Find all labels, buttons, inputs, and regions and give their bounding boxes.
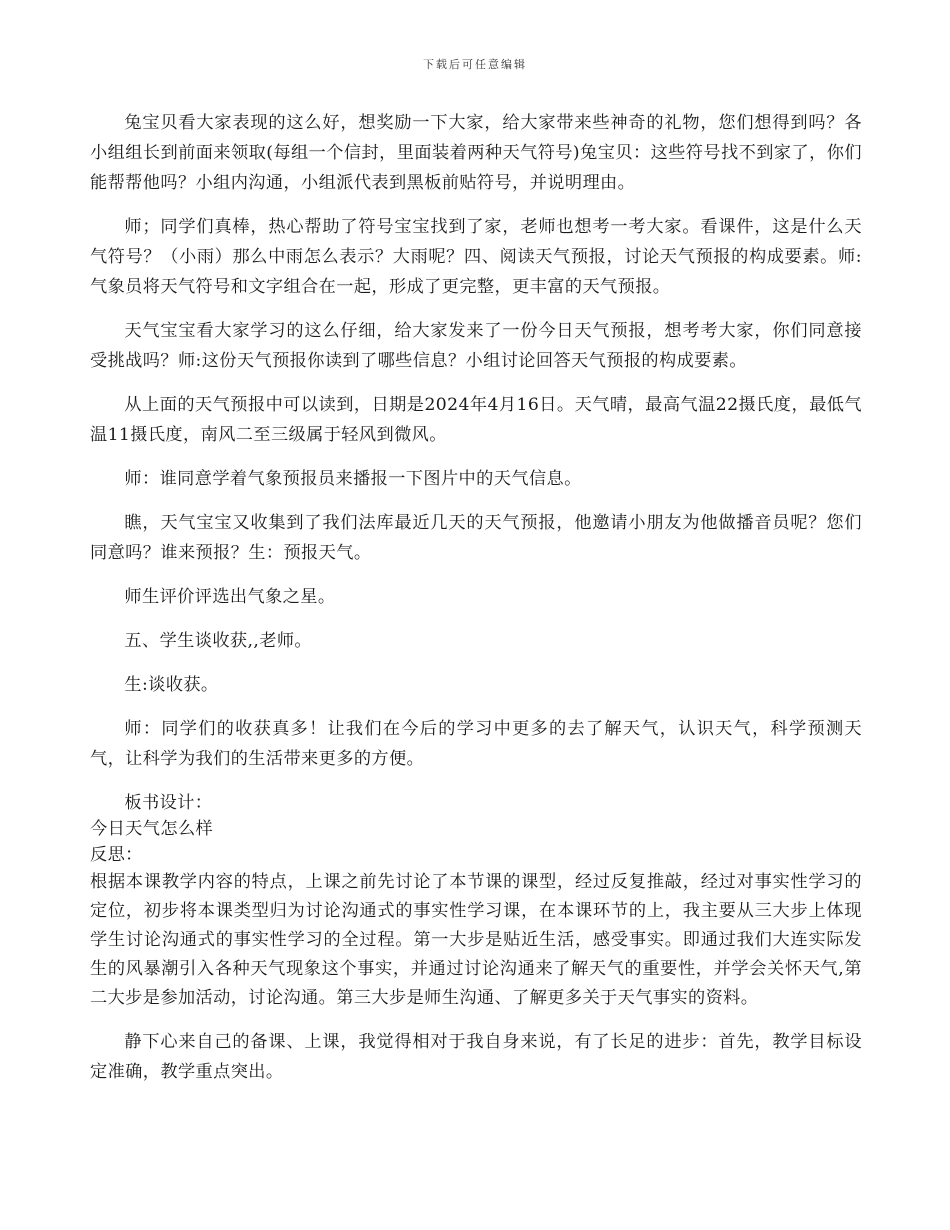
document-body [90,108,862,1101]
paragraph-faku-forecast: 瞧，天气宝宝又收集到了我们法库最近几天的天气预报，他邀请小朋友为他做播音员呢？您们同意吗？谁来预报？生：预报天气。 [90,513,862,563]
paragraph-harvest-heading: 五、学生谈收获,,老师。 [124,631,312,651]
page-header: 下载后可任意编辑 [423,58,527,71]
reflection-body: 根据本课教学内容的特点，上课之前先讨论了本节课的课型，经过反复推敲，经过对事实性学习的定位，初步将本课类型归为讨论沟通式的事实性学习课，在本课环节的上，我主要从三大步上体现学生讨论沟通式的事实性学习的全过程。第一大步是贴近生活，感受事实。即通过我们大连实际发生的风暴潮引入各种天气现象这个事实，并通过讨论沟通来了解天气的重要性，并学会关怀天气,第二大步是参加活动，讨论沟通。第三大步是师生沟通、了解更多关于天气事实的资料。 [90,872,862,1008]
paragraph-gift: 兔宝贝看大家表现的这么好，想奖励一下大家，给大家带来些神奇的礼物，您们想得到吗？各小组组长到前面来领取(每组一个信封，里面装着两种天气符号)兔宝贝：这些符号找不到家了，你们能帮帮他吗？小组内沟通，小组派代表到黑板前贴符号，并说明理由。 [90,113,862,193]
paragraph-closing: 静下心来自己的备课、上课，我觉得相对于我自身来说，有了长足的进步：首先，教学目标设定准确，教学重点突出。 [90,1032,862,1082]
board-design-title: 今日天气怎么样 [90,819,214,839]
paragraph-teacher-summary: 师：同学们的收获真多！让我们在今后的学习中更多的去了解天气，认识天气，科学预测天气，让科学为我们的生活带来更多的方便。 [90,719,862,769]
paragraph-broadcast: 师：谁同意学着气象预报员来播报一下图片中的天气信息。 [124,469,582,489]
paragraph-forecast-challenge: 天气宝宝看大家学习的这么仔细，给大家发来了一份今日天气预报，想考考大家，你们同意接受挑战吗？师:这份天气预报你读到了哪些信息？小组讨论回答天气预报的构成要素。 [90,321,862,371]
reflection-label: 反思： [90,845,143,865]
paragraph-forecast-reading: 从上面的天气预报中可以读到，日期是2024年4月16日。天气晴，最高气温22摄氏度，最低气温11摄氏度，南风二至三级属于轻风到微风。 [90,395,862,445]
paragraph-weather-symbols: 师；同学们真棒，热心帮助了符号宝宝找到了家，老师也想考一考大家。看课件，这是什么天气符号？（小雨）那么中雨怎么表示？大雨呢？四、阅读天气预报，讨论天气预报的构成要素。师:气象员将天气符号和文字组合在一起，形成了更完整，更丰富的天气预报。 [90,217,862,297]
paragraph-evaluation: 师生评价评选出气象之星。 [124,587,336,607]
board-design-label: 板书设计： [124,793,213,813]
paragraph-student-harvest: 生:谈收获。 [124,675,219,695]
